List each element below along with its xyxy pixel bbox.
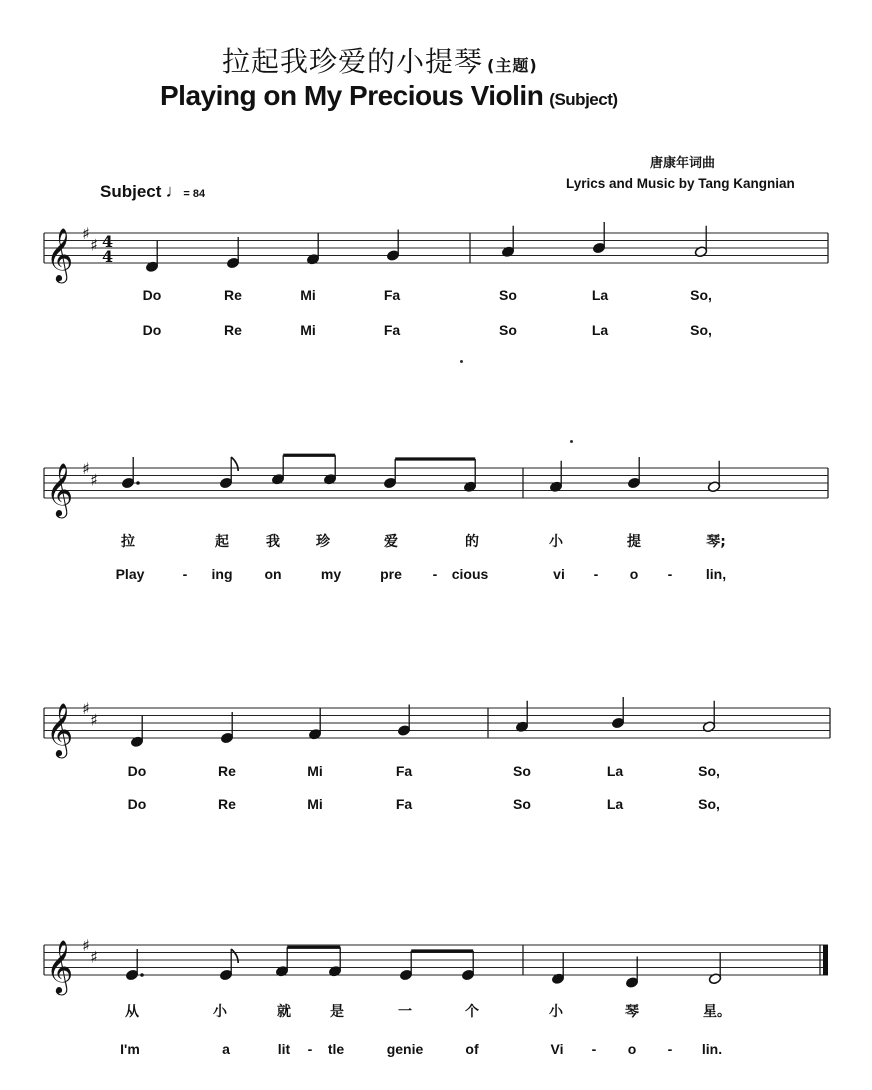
sharp-icon: ♯ [82, 459, 90, 478]
title-chinese-subtitle: (主题) [487, 56, 538, 75]
lyric-syllable: Mi [300, 322, 316, 338]
lyric-syllable: cious [451, 566, 489, 582]
lyric-syllable: So, [690, 322, 712, 338]
time-signature-bottom: 4 [102, 247, 114, 266]
treble-clef-icon: 𝄞 [46, 939, 74, 993]
quarter-note-icon: ♩ [165, 181, 184, 201]
lyric-syllable: La [591, 322, 609, 338]
lyric-syllable: - [182, 566, 188, 582]
lyric-syllable: Do [142, 322, 162, 338]
lyric-syllable: 小 [213, 1004, 227, 1020]
lyric-syllable: 我 [266, 534, 280, 550]
credit-english: Lyrics and Music by Tang Kangnian [566, 176, 795, 191]
lyric-syllable: o [629, 566, 639, 582]
lyric-syllable: my [320, 566, 342, 582]
lyric-syllable: La [606, 763, 624, 779]
lyric-syllable: 提 [627, 534, 641, 550]
lyric-syllable: So [513, 763, 531, 779]
lyric-syllable: Re [218, 796, 236, 812]
note-dot [136, 481, 140, 485]
sharp-icon: ♯ [90, 470, 98, 490]
sharp-icon: ♯ [90, 710, 98, 730]
lyric-syllable: of [465, 1041, 479, 1057]
treble-clef-icon: 𝄞 [46, 702, 74, 756]
tempo-bpm: = 84 [183, 188, 206, 200]
lyric-syllable: 珍 [316, 534, 330, 550]
lyric-syllable: on [264, 566, 282, 582]
lyric-syllable: - [307, 1041, 313, 1057]
lyric-syllable: 琴 [625, 1004, 639, 1020]
sharp-icon: ♯ [82, 936, 90, 955]
treble-clef-icon: 𝄞 [46, 462, 74, 516]
lyric-syllable: 个 [465, 1004, 479, 1020]
lyric-syllable: 的 [465, 534, 479, 550]
lyric-syllable: tle [327, 1041, 345, 1057]
lyric-syllable: Re [218, 763, 236, 779]
lyric-syllable: o [627, 1041, 637, 1057]
lyric-syllable: 一 [398, 1004, 412, 1020]
lyric-syllable: 爱 [384, 534, 398, 550]
lyric-syllable: Do [127, 763, 147, 779]
lyric-syllable: 就 [277, 1004, 291, 1020]
lyric-syllable: 从 [125, 1004, 139, 1020]
lyric-syllable: So [499, 322, 517, 338]
lyric-syllable: pre [380, 566, 402, 582]
lyric-syllable: a [222, 1041, 230, 1057]
lyric-syllable: 起 [215, 534, 229, 550]
lyric-syllable: 小 [549, 534, 563, 550]
sharp-icon: ♯ [82, 699, 90, 718]
lyric-syllable: Mi [307, 763, 323, 779]
note-dot [140, 973, 144, 977]
lyric-syllable: 琴; [706, 534, 726, 550]
lyric-syllable: Mi [307, 796, 323, 812]
lyric-syllable: La [591, 287, 609, 303]
lyric-syllable: - [667, 566, 673, 582]
lyric-syllable: lin, [705, 566, 727, 582]
speck [460, 360, 463, 363]
speck [570, 440, 573, 443]
lyric-syllable: 拉 [121, 534, 135, 550]
lyric-syllable: Vi [550, 1041, 564, 1057]
sharp-icon: ♯ [90, 235, 98, 255]
lyric-syllable: La [606, 796, 624, 812]
lyric-syllable: Play [115, 566, 145, 582]
lyric-syllable: So [499, 287, 517, 303]
final-barline-thick [823, 945, 828, 975]
lyric-syllable: Fa [395, 763, 413, 779]
lyric-syllable: - [667, 1041, 673, 1057]
lyric-syllable: Do [127, 796, 147, 812]
time-signature-top: 4 [102, 232, 114, 251]
note-flag [231, 949, 238, 963]
sharp-icon: ♯ [90, 947, 98, 967]
title-english-main: Playing on My Precious Violin [160, 80, 544, 111]
lyric-syllable: Re [224, 322, 242, 338]
treble-clef-icon: 𝄞 [46, 227, 74, 281]
title-chinese-main: 拉起我珍爱的小提琴 [222, 45, 484, 78]
lyric-syllable: So [513, 796, 531, 812]
lyric-syllable: So, [690, 287, 712, 303]
tempo-label: Subject [100, 182, 162, 201]
lyric-syllable: ing [211, 566, 233, 582]
lyric-syllable: Re [224, 287, 242, 303]
lyric-syllable: - [432, 566, 438, 582]
title-english-subtitle: (Subject) [549, 90, 618, 109]
lyric-syllable: vi [553, 566, 565, 582]
note-flag [231, 457, 238, 471]
lyric-syllable: I'm [120, 1041, 140, 1057]
lyric-syllable: - [591, 1041, 597, 1057]
credit-chinese: 唐康年词曲 [650, 156, 716, 171]
lyric-syllable: Mi [300, 287, 316, 303]
lyric-syllable: lit [277, 1041, 291, 1057]
lyric-syllable: genie [386, 1041, 424, 1057]
sharp-icon: ♯ [82, 224, 90, 243]
lyric-syllable: Fa [383, 287, 401, 303]
lyric-syllable: 星。 [703, 1004, 731, 1020]
lyric-syllable: - [593, 566, 599, 582]
lyric-syllable: 小 [549, 1004, 563, 1020]
lyric-syllable: So, [698, 796, 720, 812]
lyric-syllable: lin. [701, 1041, 723, 1057]
lyric-syllable: Fa [395, 796, 413, 812]
lyric-syllable: So, [698, 763, 720, 779]
lyric-syllable: Do [142, 287, 162, 303]
lyric-syllable: Fa [383, 322, 401, 338]
lyric-syllable: 是 [330, 1004, 344, 1020]
